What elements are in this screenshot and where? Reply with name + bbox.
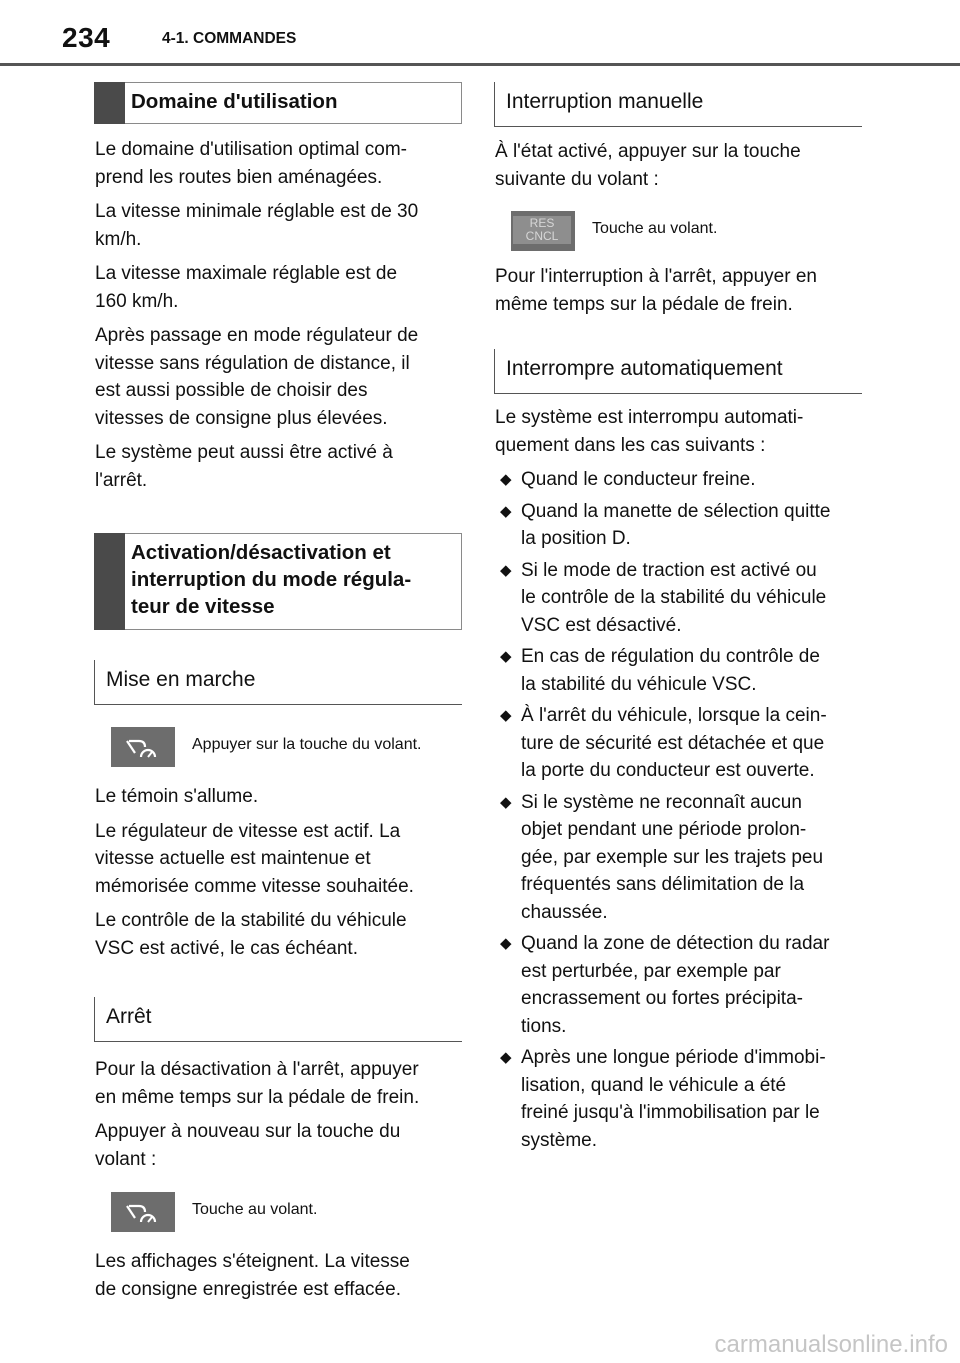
diamond-bullet-icon: ◆ <box>500 561 512 579</box>
key-caption: Touche au volant. <box>592 220 718 237</box>
subsection-title: Interruption manuelle <box>506 90 704 113</box>
subsection-interruption-manuelle <box>494 82 862 127</box>
body-paragraph: Le témoin s'allume. <box>95 786 259 807</box>
section-activation <box>94 533 462 630</box>
key-caption: Appuyer sur la touche du volant. <box>192 736 422 753</box>
res-cncl-key-icon <box>511 211 575 251</box>
subsection-title: Arrêt <box>106 1005 152 1028</box>
subsection-arret <box>94 997 462 1042</box>
page-number: 234 <box>62 22 111 53</box>
list-item-text: Quand le conducteur freine. <box>521 469 756 490</box>
footer-watermark: carmanualsonline.info <box>714 1331 948 1358</box>
diamond-bullet-icon: ◆ <box>500 935 512 952</box>
body-paragraph: Appuyer à nouveau sur la touche du volant : <box>95 1121 401 1170</box>
key-row-stop <box>94 1192 462 1234</box>
key-row-res-cncl <box>494 211 862 253</box>
list-item <box>494 643 862 698</box>
body-paragraph: Le système peut aussi être activé à l'arrêt. <box>95 442 393 491</box>
diamond-bullet-icon: ◆ <box>500 793 512 811</box>
subsection-mise-en-marche <box>94 660 462 705</box>
auto-interrupt-list <box>494 466 862 1154</box>
diamond-bullet-icon: ◆ <box>500 502 512 520</box>
section-bar <box>94 82 125 124</box>
body-paragraph: Le domaine d'utilisation optimal com- prend les routes bien aménagées. <box>95 139 408 188</box>
diamond-bullet-icon: ◆ <box>500 648 512 665</box>
section-title: Activation/désactivation et interruption du mode régula- teur de vitesse <box>131 541 412 618</box>
subsection-title: Interrompre automatiquement <box>506 357 783 380</box>
body-paragraph: Pour la désactivation à l'arrêt, appuyer en même temps sur la pédale de frein. <box>95 1059 420 1108</box>
list-item-text: Quand la manette de sélection quitte la position D. <box>521 500 831 549</box>
list-item <box>494 789 862 927</box>
list-item-text: Si le système ne reconnaît aucun objet pendant une période prolon- gée, par exemple sur les trajets peu fréquentés sans délimitation de la chaussée. <box>521 791 824 923</box>
list-item-text: À l'arrêt du véhicule, lorsque la cein- ture de sécurité est détachée et que la porte du conducteur est ouverte. <box>521 705 827 781</box>
list-item-text: En cas de régulation du contrôle de la stabilité du véhicule VSC. <box>521 646 820 695</box>
list-item-text: Quand la zone de détection du radar est perturbée, par exemple par encrassement ou fortes précipita- tions. <box>521 933 830 1037</box>
body-paragraph: La vitesse minimale réglable est de 30 km/h. <box>95 201 419 250</box>
list-item-text: Après une longue période d'immobi- lisation, quand le véhicule a été freiné jusqu'à l'immobilisation par le système. <box>521 1047 826 1151</box>
list-item <box>494 930 862 1040</box>
body-paragraph: Après passage en mode régulateur de vitesse sans régulation de distance, il est aussi possible de choisir des vitesses de consigne plus élevées. <box>95 325 419 429</box>
list-item <box>494 1044 862 1154</box>
header-divider <box>0 63 960 66</box>
subsection-title: Mise en marche <box>106 668 256 691</box>
left-column <box>94 82 462 1310</box>
list-item <box>494 466 862 494</box>
arret-paragraphs <box>94 1056 462 1173</box>
list-item <box>494 498 862 553</box>
domaine-paragraphs <box>94 136 462 494</box>
subsection-interrompre-automatiquement <box>494 349 862 394</box>
interruption-after-text: Pour l'interruption à l'arrêt, appuyer en même temps sur la pédale de frein. <box>495 266 817 315</box>
body-paragraph: La vitesse maximale réglable est de 160 km/h. <box>95 263 398 312</box>
cruise-control-icon <box>111 1192 175 1232</box>
page-header <box>0 0 960 70</box>
interruption-text: À l'état activé, appuyer sur la touche suivante du volant : <box>495 141 801 190</box>
list-item <box>494 557 862 640</box>
body-paragraph: Le régulateur de vitesse est actif. La vitesse actuelle est maintenue et mémorisée comme vitesse souhaitée. <box>95 820 414 897</box>
res-label: RES <box>529 216 555 230</box>
key-row-start <box>94 727 462 769</box>
cncl-label: CNCL <box>525 229 559 243</box>
list-item <box>494 702 862 785</box>
list-item-text: Si le mode de traction est activé ou le contrôle de la stabilité du véhicule VSC est désactivé. <box>521 559 827 636</box>
diamond-bullet-icon: ◆ <box>500 707 512 724</box>
arret-after-text: Les affichages s'éteignent. La vitesse de consigne enregistrée est effacée. <box>95 1251 410 1300</box>
chapter-title: 4-1. COMMANDES <box>162 30 297 47</box>
cruise-control-icon <box>111 727 175 767</box>
auto-intro-text: Le système est interrompu automati- quement dans les cas suivants : <box>495 407 804 456</box>
body-paragraph: Le contrôle de la stabilité du véhicule VSC est activé, le cas échéant. <box>95 910 407 959</box>
section-bar <box>94 533 125 630</box>
section-domaine-utilisation <box>94 82 462 124</box>
right-column <box>494 82 862 1158</box>
diamond-bullet-icon: ◆ <box>500 471 512 488</box>
section-title: Domaine d'utilisation <box>131 90 338 113</box>
mise-en-marche-paragraphs <box>94 783 462 962</box>
diamond-bullet-icon: ◆ <box>500 1049 512 1066</box>
key-caption: Touche au volant. <box>192 1201 318 1218</box>
